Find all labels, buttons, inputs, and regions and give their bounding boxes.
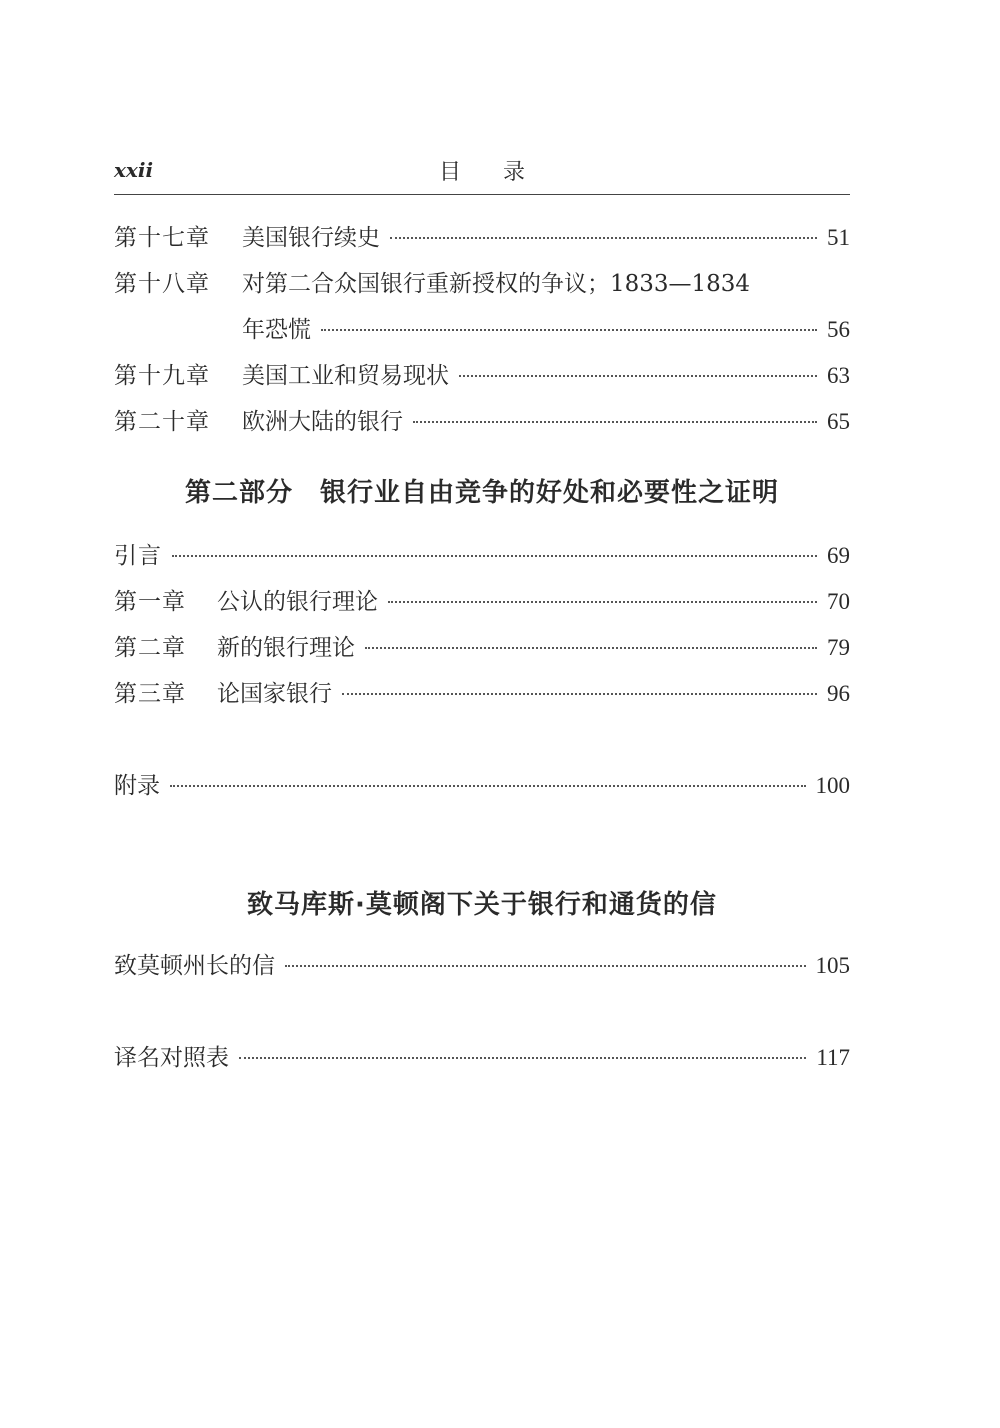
chapter-title: 美国银行续史 [242,225,380,251]
page-ref: 70 [827,589,850,614]
dot-leader [172,555,817,557]
toc-entry[interactable] [114,220,850,256]
chapter-number: 第二十章 [114,409,210,435]
chapter-title: 对第二合众国银行重新授权的争议；1833—1834 [242,271,751,297]
dot-leader [365,647,817,649]
dot-leader [321,329,817,331]
chapter-title: 欧洲大陆的银行 [242,409,403,435]
chapter-number: 第十七章 [114,225,210,251]
page-ref: 96 [827,681,850,706]
dot-leader [413,421,817,423]
chapter-number: 第十九章 [114,363,210,389]
glossary-title: 译名对照表 [114,1045,229,1071]
toc-entry[interactable] [114,404,850,440]
toc-entry[interactable] [114,948,850,984]
toc-entry-continuation[interactable] [114,312,850,348]
chapter-number: 引言 [114,543,162,569]
chapter-number: 第三章 [114,681,186,707]
page-ref: 51 [827,225,850,250]
running-title: 目录 [438,160,567,185]
dot-leader [342,693,817,695]
dot-leader [390,237,817,239]
toc-entry[interactable] [114,676,850,712]
chapter-title: 公认的银行理论 [217,589,378,615]
letter-title: 致莫顿州长的信 [114,953,275,979]
letter-section-heading: 致马库斯·莫顿阁下关于银行和通货的信 [247,890,717,920]
dot-leader [170,785,806,787]
chapter-number: 第一章 [114,589,186,615]
page-ref: 100 [815,773,850,798]
chapter-title: 新的银行理论 [217,635,355,661]
page-number: xxii [114,158,154,182]
chapter-number: 第二章 [114,635,186,661]
toc-entry-appendix[interactable] [114,768,850,804]
toc-entry[interactable] [114,584,850,620]
dot-leader [388,601,817,603]
chapter-title-continued: 年恐慌 [242,317,311,343]
toc-entry-glossary[interactable] [114,1040,850,1076]
toc-entry[interactable] [114,358,850,394]
page-ref: 63 [827,363,850,388]
dot-leader [285,965,806,967]
dot-leader [459,375,817,377]
page-ref: 56 [827,317,850,342]
appendix-title: 附录 [114,773,160,799]
toc-entry[interactable] [114,538,850,574]
page-header [114,150,850,195]
chapter-title: 论国家银行 [217,681,332,707]
page-ref: 105 [815,953,850,978]
toc-entry[interactable] [114,630,850,666]
part-heading: 第二部分 银行业自由竞争的好处和必要性之证明 [184,478,779,508]
chapter-number: 第十八章 [114,271,210,297]
chapter-title: 美国工业和贸易现状 [242,363,449,389]
page-ref: 117 [816,1045,850,1070]
toc-entry[interactable] [114,266,850,302]
page-ref: 69 [827,543,850,568]
page-ref: 79 [827,635,850,660]
page-ref: 65 [827,409,850,434]
dot-leader [239,1057,806,1059]
